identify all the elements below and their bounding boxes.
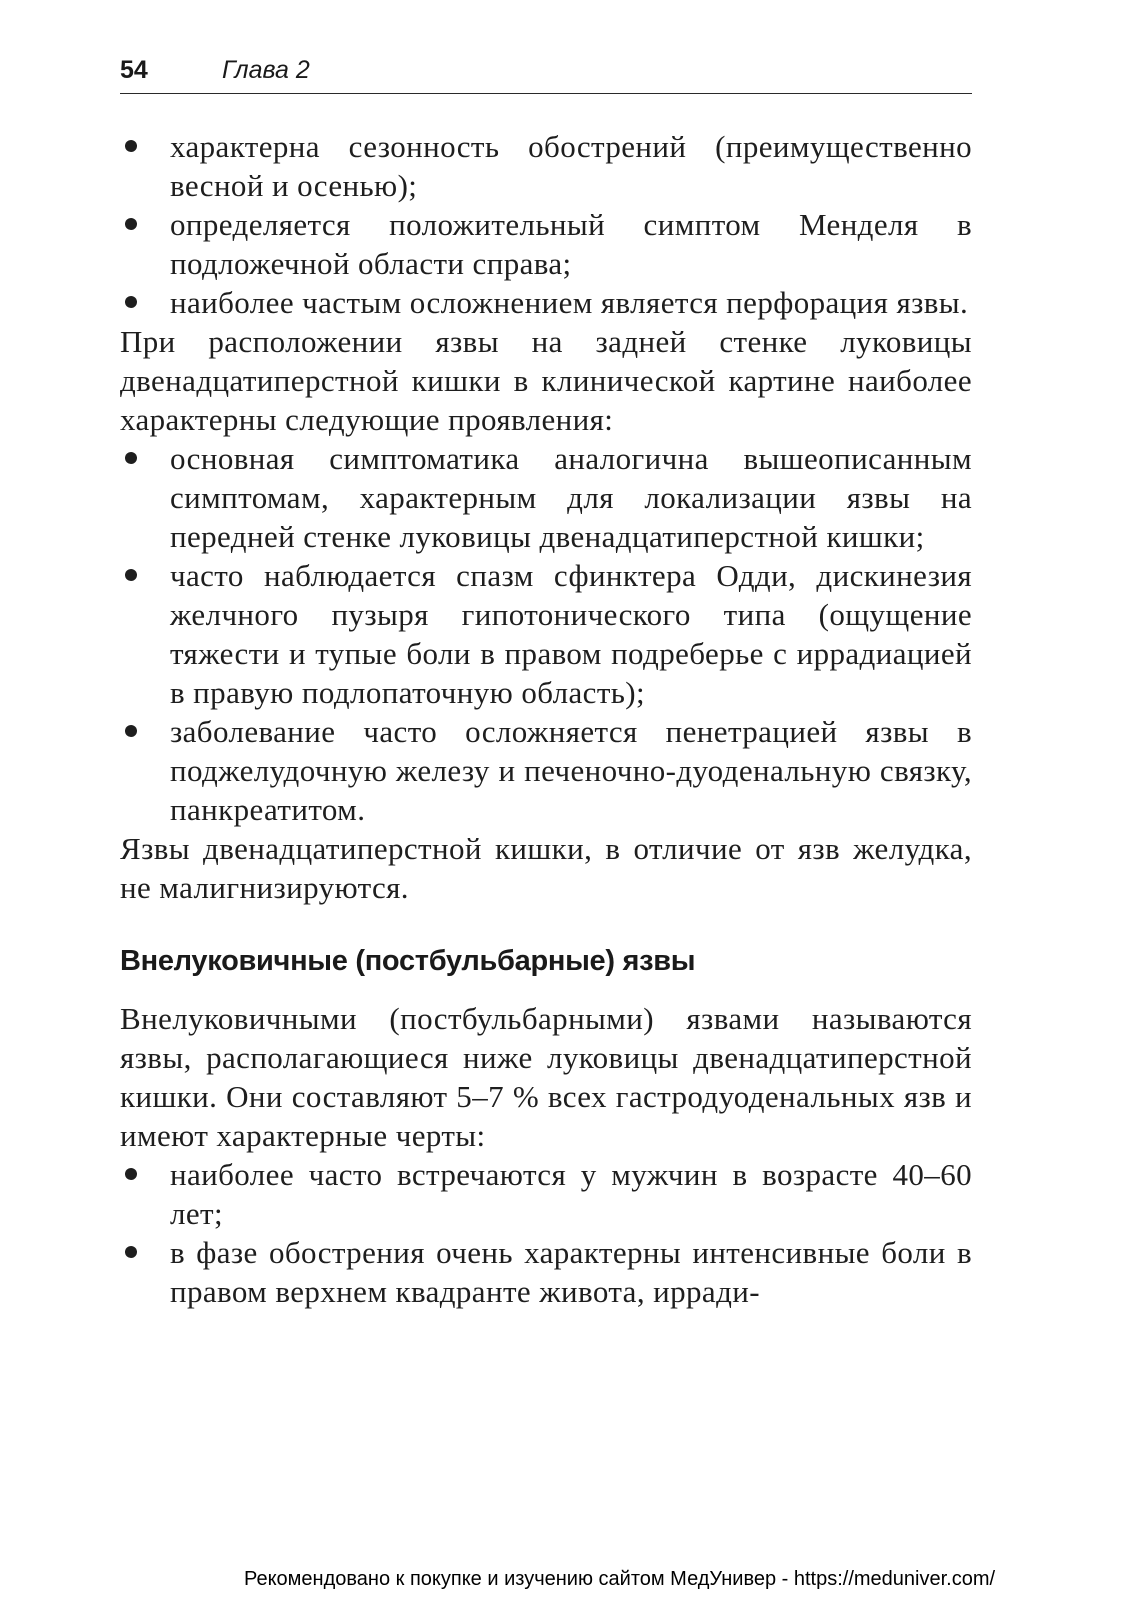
bullet-icon [125, 569, 137, 581]
section-heading: Внелуковичные (постбульбарные) язвы [120, 945, 696, 977]
watermark-footer: Рекомендовано к покупке и изучению сайтом МедУнивер - https://meduniver.com/ [244, 1568, 996, 1590]
paragraph: При расположении язвы на задней стенке луковицы двенадцатиперстной кишки в клинической картине наиболее характерны следующие проявления: [120, 324, 972, 437]
list-item: в фазе обострения очень характерны интенсивные боли в правом верхнем квадранте живота, ирради- [120, 1233, 972, 1311]
bullet-icon [125, 296, 137, 308]
bullet-list-3 [120, 1155, 972, 1311]
bullet-icon [125, 218, 137, 230]
chapter-title: Глава 2 [222, 56, 310, 84]
paragraph: Внелуковичными (постбульбарными) язвами называются язвы, располагающиеся ниже луковицы двенадцатиперстной кишки. Они составляют 5–7 % всех гастродуоденальных язв и имеют характерные черты: [120, 1001, 972, 1153]
bullet-list-1 [120, 127, 972, 322]
list-item: наиболее частым осложнением является перфорация язвы. [120, 283, 972, 322]
paragraph: Язвы двенадцатиперстной кишки, в отличие от язв желудка, не малигнизируются. [120, 831, 972, 905]
bullet-icon [125, 452, 137, 464]
list-item: характерна сезонность обострений (преимущественно весной и осенью); [120, 127, 972, 205]
page-number: 54 [120, 56, 148, 84]
list-item: наиболее часто встречаются у мужчин в возрасте 40–60 лет; [120, 1155, 972, 1233]
list-item: заболевание часто осложняется пенетрацией язвы в поджелудочную железу и печеночно-дуоденальную связку, панкреатитом. [120, 712, 972, 829]
list-item: основная симптоматика аналогична вышеописанным симптомам, характерным для локализации язвы на передней стенке луковицы двенадцатиперстной кишки; [120, 439, 972, 556]
page-body [120, 127, 972, 1311]
header-divider [120, 93, 972, 94]
bullet-list-2 [120, 439, 972, 829]
bullet-icon [125, 1168, 137, 1180]
list-item: определяется положительный симптом Менделя в подложечной области справа; [120, 205, 972, 283]
running-header [120, 52, 972, 92]
bullet-icon [125, 725, 137, 737]
bullet-icon [125, 140, 137, 152]
list-item: часто наблюдается спазм сфинктера Одди, дискинезия желчного пузыря гипотонического типа (ощущение тяжести и тупые боли в правом подреберье с иррадиацией в правую подлопаточную область); [120, 556, 972, 712]
bullet-icon [125, 1246, 137, 1258]
